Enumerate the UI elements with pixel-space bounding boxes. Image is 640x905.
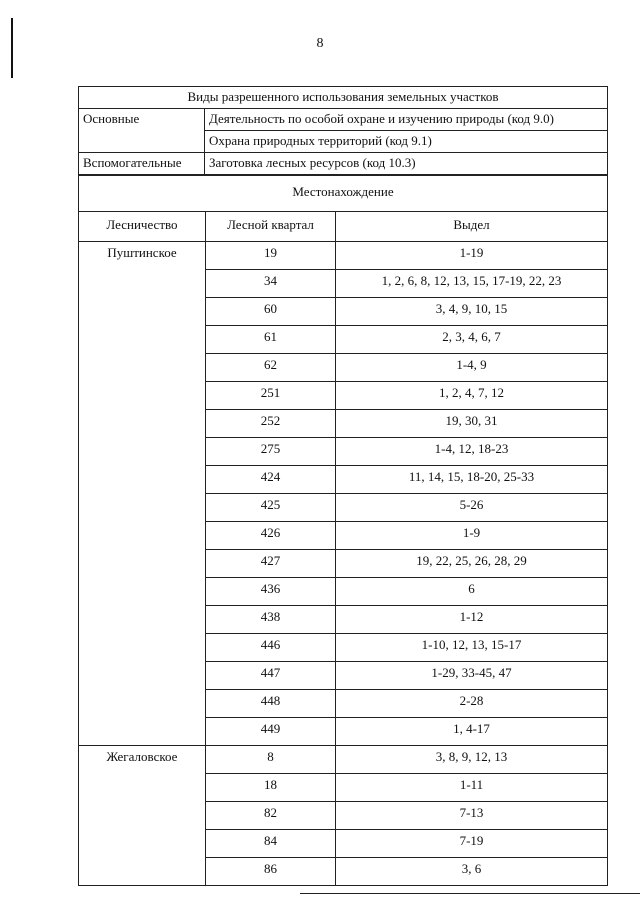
plots-cell: 19, 22, 25, 26, 28, 29 — [336, 550, 608, 578]
location-table — [78, 175, 608, 886]
quarter-cell: 426 — [206, 522, 336, 550]
quarter-cell: 446 — [206, 634, 336, 662]
plots-cell: 3, 6 — [336, 858, 608, 886]
quarter-cell: 82 — [206, 802, 336, 830]
plots-cell: 7-13 — [336, 802, 608, 830]
plots-cell: 11, 14, 15, 18-20, 25-33 — [336, 466, 608, 494]
page-number: 8 — [316, 36, 324, 51]
uses-value: Заготовка лесных ресурсов (код 10.3) — [205, 153, 608, 175]
quarter-cell: 427 — [206, 550, 336, 578]
plots-cell: 3, 8, 9, 12, 13 — [336, 746, 608, 774]
quarter-cell: 447 — [206, 662, 336, 690]
quarter-cell: 19 — [206, 242, 336, 270]
uses-header: Виды разрешенного использования земельных участков — [79, 87, 608, 109]
page-bottom-line — [300, 893, 640, 894]
uses-category: Вспомогательные — [79, 153, 205, 175]
plots-cell: 1, 4-17 — [336, 718, 608, 746]
quarter-cell: 61 — [206, 326, 336, 354]
column-header: Выдел — [336, 212, 608, 242]
quarter-cell: 84 — [206, 830, 336, 858]
plots-cell: 5-26 — [336, 494, 608, 522]
plots-cell: 1-29, 33-45, 47 — [336, 662, 608, 690]
uses-category: Основные — [79, 109, 205, 153]
plots-cell: 7-19 — [336, 830, 608, 858]
plots-cell: 19, 30, 31 — [336, 410, 608, 438]
quarter-cell: 62 — [206, 354, 336, 382]
quarter-cell: 86 — [206, 858, 336, 886]
plots-cell: 1, 2, 4, 7, 12 — [336, 382, 608, 410]
uses-value: Охрана природных территорий (код 9.1) — [205, 131, 608, 153]
quarter-cell: 251 — [206, 382, 336, 410]
quarter-cell: 438 — [206, 606, 336, 634]
quarter-cell: 252 — [206, 410, 336, 438]
quarter-cell: 275 — [206, 438, 336, 466]
quarter-cell: 8 — [206, 746, 336, 774]
table-row — [79, 746, 608, 774]
permitted-uses-table — [78, 86, 608, 175]
plots-cell: 1, 2, 6, 8, 12, 13, 15, 17-19, 22, 23 — [336, 270, 608, 298]
plots-cell: 1-12 — [336, 606, 608, 634]
forestry-name: Жегаловское — [79, 746, 206, 886]
plots-cell: 1-10, 12, 13, 15-17 — [336, 634, 608, 662]
quarter-cell: 425 — [206, 494, 336, 522]
plots-cell: 2, 3, 4, 6, 7 — [336, 326, 608, 354]
plots-cell: 6 — [336, 578, 608, 606]
column-header: Лесничество — [79, 212, 206, 242]
plots-cell: 1-11 — [336, 774, 608, 802]
quarter-cell: 449 — [206, 718, 336, 746]
uses-value: Деятельность по особой охране и изучению природы (код 9.0) — [205, 109, 608, 131]
plots-cell: 1-9 — [336, 522, 608, 550]
forestry-name: Пуштинское — [79, 242, 206, 746]
plots-cell: 1-19 — [336, 242, 608, 270]
table-row — [79, 242, 608, 270]
quarter-cell: 18 — [206, 774, 336, 802]
location-title: Местонахождение — [79, 176, 608, 212]
quarter-cell: 34 — [206, 270, 336, 298]
plots-cell: 2-28 — [336, 690, 608, 718]
quarter-cell: 436 — [206, 578, 336, 606]
quarter-cell: 448 — [206, 690, 336, 718]
plots-cell: 1-4, 9 — [336, 354, 608, 382]
quarter-cell: 60 — [206, 298, 336, 326]
plots-cell: 3, 4, 9, 10, 15 — [336, 298, 608, 326]
plots-cell: 1-4, 12, 18-23 — [336, 438, 608, 466]
quarter-cell: 424 — [206, 466, 336, 494]
column-header: Лесной квартал — [206, 212, 336, 242]
